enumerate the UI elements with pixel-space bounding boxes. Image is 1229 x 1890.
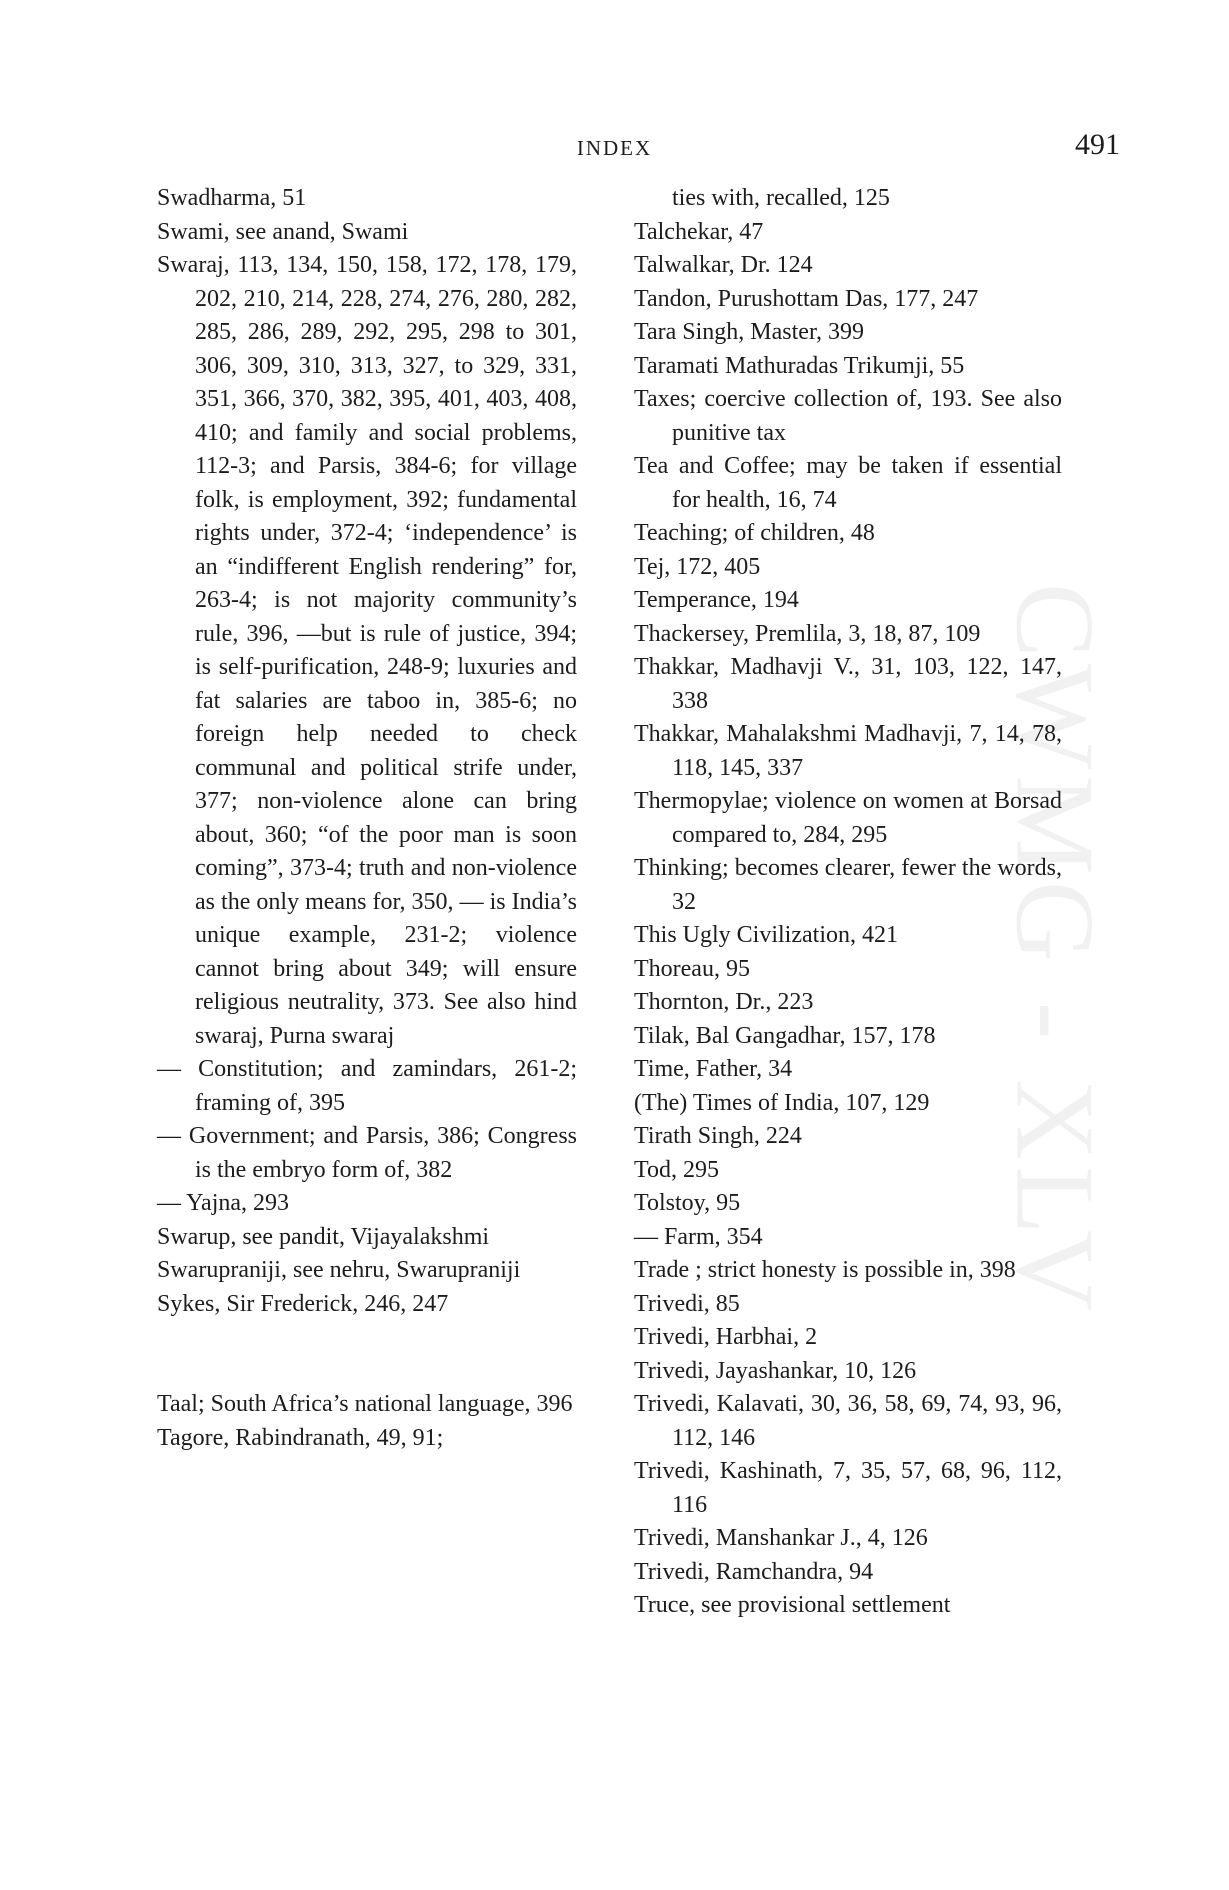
index-entry: Truce, see provisional settlement xyxy=(634,1592,951,1618)
index-entry: Tilak, Bal Gangadhar, 157, 178 xyxy=(634,1022,936,1049)
index-entry: This Ugly Civilization, 421 xyxy=(634,922,898,948)
index-entry-continuation: ties with, recalled, 125 xyxy=(672,185,890,211)
index-column-right xyxy=(634,182,1062,1623)
index-entry: Tea and Coffee; may be taken if essential for health, 16, 74 xyxy=(634,453,1062,513)
index-entry: Trivedi, Jayashankar, 10, 126 xyxy=(634,1357,917,1384)
index-entry: Temperance, 194 xyxy=(634,587,799,613)
index-entry: Thackersey, Premlila, 3, 18, 87, 109 xyxy=(634,620,981,647)
index-column-left xyxy=(157,182,577,1455)
index-entry: Trade ; strict honesty is possible in, 398 xyxy=(634,1257,1016,1283)
watermark-text: CWMG - XLV xyxy=(992,582,1117,1318)
index-entry: Thoreau, 95 xyxy=(634,955,750,982)
index-entry: Thakkar, Madhavji V., 31, 103, 122, 147, 338 xyxy=(634,654,1062,714)
index-entry: Trivedi, Harbhai, 2 xyxy=(634,1324,818,1350)
index-entry: Thakkar, Mahalakshmi Madhavji, 7, 14, 78, 118, 145, 337 xyxy=(634,721,1062,781)
index-entry: Swami, see anand, Swami xyxy=(157,218,409,245)
index-entry: Taxes; coercive collection of, 193. See also punitive tax xyxy=(634,386,1062,446)
index-entry: Taramati Mathuradas Trikumji, 55 xyxy=(634,352,965,379)
index-entry: Tolstoy, 95 xyxy=(634,1190,741,1216)
index-entry: Tandon, Purushottam Das, 177, 247 xyxy=(634,285,979,312)
index-entry: — Farm, 354 xyxy=(634,1223,763,1250)
index-entry: Swaraj, 113, 134, 150, 158, 172, 178, 179, 202, 210, 214, 228, 274, 276, 280, 282, 285, 286, 289, 292, 295, 298 to 301, 306, 309, 310, 313, 327, to 329, 331, 351, 366, 370, 382, 395, 401, 403, 408, 410; and family and social problems, 112-3; and Parsis, 384-6; for village folk, is employment, 392; fundamental rights under, 372-4; ‘independence’ is an “indifferent English rendering” for, 263-4; is not majority community’s rule, 396, —but is rule of justice, 394; is self-purification, 248-9; luxuries and fat salaries are taboo in, 385-6; no foreign help needed to check communal and political strife under, 377; non-violence alone can bring about, 360; “of the poor man is soon coming”, 373-4; truth and non-violence as the only means for, 350, — is India’s unique example, 231-2; violence cannot bring about 349; will ensure religious neutrality, 373. See also hind swaraj, Purna swaraj xyxy=(157,252,577,1049)
page-number: 491 xyxy=(1075,128,1120,161)
index-entry: Swarupraniji, see nehru, Swarupraniji xyxy=(157,1257,521,1283)
index-entry: — Constitution; and zamindars, 261-2; framing of, 395 xyxy=(157,1056,577,1116)
index-entry: Teaching; of children, 48 xyxy=(634,520,875,546)
index-entry: Tirath Singh, 224 xyxy=(634,1123,802,1149)
index-entry: Sykes, Sir Frederick, 246, 247 xyxy=(157,1290,449,1317)
index-entry: Tod, 295 xyxy=(634,1156,719,1183)
index-entry: Taal; South Africa’s national language, 396 xyxy=(157,1391,573,1417)
index-entry: Swarup, see pandit, Vijayalakshmi xyxy=(157,1223,490,1250)
index-entry: Talchekar, 47 xyxy=(634,218,764,245)
index-entry: — Yajna, 293 xyxy=(157,1190,290,1216)
index-entry: — Government; and Parsis, 386; Congress is the embryo form of, 382 xyxy=(157,1123,577,1183)
index-entry: Thermopylae; violence on women at Borsad compared to, 284, 295 xyxy=(634,788,1062,848)
index-entry: (The) Times of India, 107, 129 xyxy=(634,1089,930,1116)
index-entry: Tara Singh, Master, 399 xyxy=(634,319,864,345)
index-entry: Thornton, Dr., 223 xyxy=(634,989,814,1015)
index-entry: Thinking; becomes clearer, fewer the words, 32 xyxy=(634,855,1062,915)
index-entry: Swadharma, 51 xyxy=(157,185,307,211)
index-entry: Trivedi, 85 xyxy=(634,1290,740,1317)
index-entry: Trivedi, Manshankar J., 4, 126 xyxy=(634,1525,928,1551)
section-gap xyxy=(157,1321,577,1388)
index-entry: Tagore, Rabindranath, 49, 91; xyxy=(157,1424,444,1451)
index-entry: Trivedi, Kalavati, 30, 36, 58, 69, 74, 93, 96, 112, 146 xyxy=(634,1391,1062,1451)
index-entry: Talwalkar, Dr. 124 xyxy=(634,252,813,278)
running-head: INDEX xyxy=(576,136,653,160)
index-entry: Trivedi, Ramchandra, 94 xyxy=(634,1558,874,1585)
index-entry: Trivedi, Kashinath, 7, 35, 57, 68, 96, 112, 116 xyxy=(634,1458,1062,1518)
index-entry: Time, Father, 34 xyxy=(634,1056,793,1082)
index-entry: Tej, 172, 405 xyxy=(634,553,761,580)
